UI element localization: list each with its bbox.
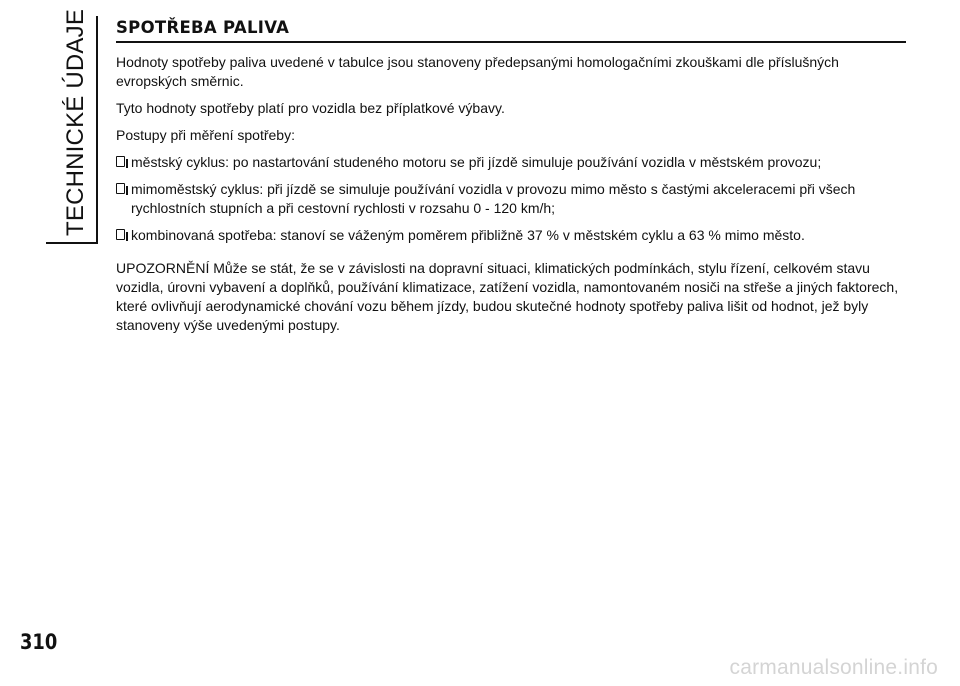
procedures-heading: Postupy při měření spotřeby: [116,127,295,143]
list-item [116,226,906,245]
checkbox-bullet-icon [116,183,125,194]
intro-paragraph: Hodnoty spotřeby paliva uvedené v tabulce jsou stanoveny předepsanými homologačními zkouškami dle příslušných evropských směrnic. [116,54,839,89]
checkbox-bullet-icon [116,156,125,167]
list-item-text: mimoměstský cyklus: při jízdě se simuluje používání vozidla v provozu mimo město s častými akceleracemi při všech rychlostních stupních a při cestovní rychlosti v rozsahu 0 - 120 km/h; [131,181,856,216]
list-item-text: městský cyklus: po nastartování studeného motoru se při jízdě simuluje používání vozidla v městském provozu; [131,154,822,170]
vehicles-note: Tyto hodnoty spotřeby platí pro vozidla bez příplatkové výbavy. [116,100,505,116]
list-item [116,153,906,172]
list-item-text: kombinovaná spotřeba: stanoví se váženým poměrem přibližně 37 % v městském cyklu a 63 % mimo město. [131,227,805,243]
list-item [116,180,906,218]
warning-paragraph: UPOZORNĚNÍ Může se stát, že se v závislosti na dopravní situaci, klimatických podmínkách, stylu řízení, celkovém stavu vozidla, úrovni vybavení a doplňků, používání klimatizace, zatížení vozidla, namontovaném nosiči na střeše a jiných faktorech, které ovlivňují aerodynamické chování vozu během jízdy, budou skutečné hodnoty spotřeby paliva lišit od hodnot, jež byly stanoveny výše uvedenými postupy. [116,260,899,333]
checkbox-bullet-icon [116,229,125,240]
section-title: SPOTŘEBA PALIVA [116,18,906,43]
watermark: carmanualsonline.info [729,656,938,679]
page-content [116,18,906,343]
chapter-title: TECHNICKÉ ÚDAJE [62,8,89,236]
page-number: 310 [20,630,58,654]
